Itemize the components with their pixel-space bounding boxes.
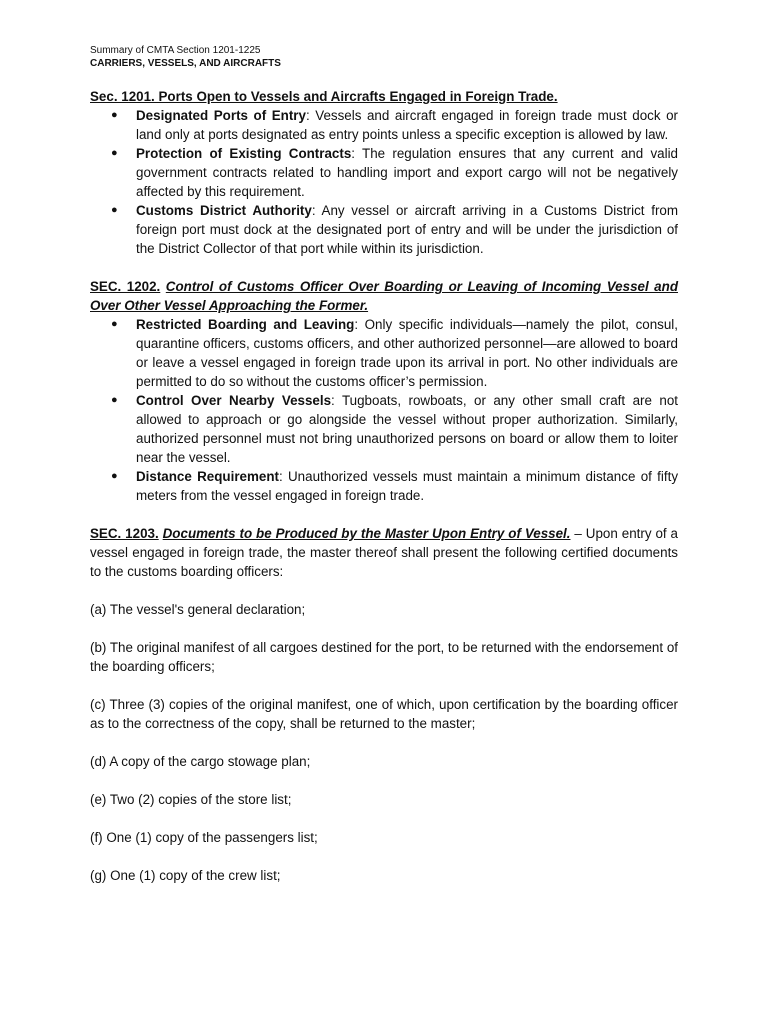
bullet-text: : Only specific individuals—namely the pilot, consul, quarantine officers, customs officers, and other authorized personnel—are allowed to board or leave a vessel engaged in foreign trade upon its arrival in port. No other individuals are permitted to do so without the customs officer’s permission.	[136, 317, 679, 389]
bullet-item	[111, 201, 679, 258]
document-item-g: (g) One (1) copy of the crew list;	[90, 868, 281, 883]
bullet-icon: ●	[111, 109, 118, 121]
document-item-f: (f) One (1) copy of the passengers list;	[90, 830, 318, 845]
document-item-b: (b) The original manifest of all cargoes destined for the port, to be returned with the endorsement of the boarding officers;	[90, 640, 678, 674]
document-item-d: (d) A copy of the cargo stowage plan;	[90, 754, 311, 769]
spacer	[90, 505, 678, 524]
spacer	[90, 809, 678, 828]
spacer	[90, 771, 678, 790]
section-1202-title: Control of Customs Officer Over Boarding or Leaving of Incoming Vessel and Over Other Vessel Approaching the Former.	[90, 279, 678, 313]
spacer	[90, 619, 678, 638]
document-header-title: CARRIERS, VESSELS, AND AIRCRAFTS	[90, 58, 281, 69]
section-1203-label: SEC. 1203.	[90, 526, 159, 541]
spacer	[90, 581, 678, 600]
spacer	[90, 258, 678, 277]
bullet-item	[111, 315, 679, 391]
bullet-term: Protection of Existing Contracts	[136, 146, 352, 161]
bullet-text: : Vessels and aircraft engaged in foreign trade must dock or land only at ports designated as entry points unless a specific exception is allowed by law.	[136, 108, 678, 142]
bullet-item	[111, 391, 678, 467]
document-page	[90, 44, 678, 885]
bullet-term: Designated Ports of Entry	[136, 108, 306, 123]
bullet-icon: ●	[111, 470, 118, 482]
section-1201-heading	[90, 87, 678, 106]
bullet-icon: ●	[111, 318, 118, 330]
bullet-text: : Unauthorized vessels must maintain a minimum distance of fifty meters from the vessel engaged in foreign trade.	[136, 469, 679, 503]
bullet-text: : Tugboats, rowboats, or any other small craft are not allowed to approach or go alongside the vessel without proper authorization. Similarly, authorized personnel must not bring unauthorized persons on board or allow them to loiter near the vessel.	[136, 393, 678, 465]
section-1203-title: Documents to be Produced by the Master Upon Entry of Vessel.	[162, 526, 571, 541]
spacer	[90, 733, 678, 752]
section-1203-heading	[90, 524, 678, 581]
document-item-e: (e) Two (2) copies of the store list;	[90, 792, 292, 807]
bullet-text: : The regulation ensures that any current and valid government contracts related to handling import and export cargo will not be negatively affected by this requirement.	[136, 146, 678, 199]
bullet-term: Restricted Boarding and Leaving	[136, 317, 355, 332]
bullet-item	[111, 144, 678, 201]
bullet-term: Distance Requirement	[136, 469, 279, 484]
document-item-a: (a) The vessel's general declaration;	[90, 602, 306, 617]
spacer	[90, 847, 678, 866]
section-1203-intro: – Upon entry of a vessel engaged in foreign trade, the master thereof shall present the following certified documents to the customs boarding officers:	[90, 526, 678, 579]
section-1202-bullets	[90, 315, 678, 505]
bullet-icon: ●	[111, 204, 118, 216]
bullet-item	[111, 467, 679, 505]
bullet-icon: ●	[111, 147, 118, 159]
bullet-text: : Any vessel or aircraft arriving in a Customs District from foreign port must dock at the designated port of entry and will be under the jurisdiction of the District Collector of that port while within its jurisdiction.	[136, 203, 679, 256]
spacer	[90, 676, 678, 695]
section-1201-bullets	[90, 106, 678, 258]
document-header-summary: Summary of CMTA Section 1201-1225	[90, 45, 261, 56]
bullet-item	[111, 106, 678, 144]
bullet-icon: ●	[111, 394, 118, 406]
bullet-term: Control Over Nearby Vessels	[136, 393, 332, 408]
section-1202-heading	[90, 277, 678, 315]
document-item-c: (c) Three (3) copies of the original manifest, one of which, upon certification by the boarding officer as to the correctness of the copy, shall be returned to the master;	[90, 697, 678, 731]
section-1202-label: SEC. 1202.	[90, 279, 161, 294]
bullet-term: Customs District Authority	[136, 203, 312, 218]
section-1201-heading-text: Sec. 1201. Ports Open to Vessels and Aircrafts Engaged in Foreign Trade.	[90, 89, 558, 104]
